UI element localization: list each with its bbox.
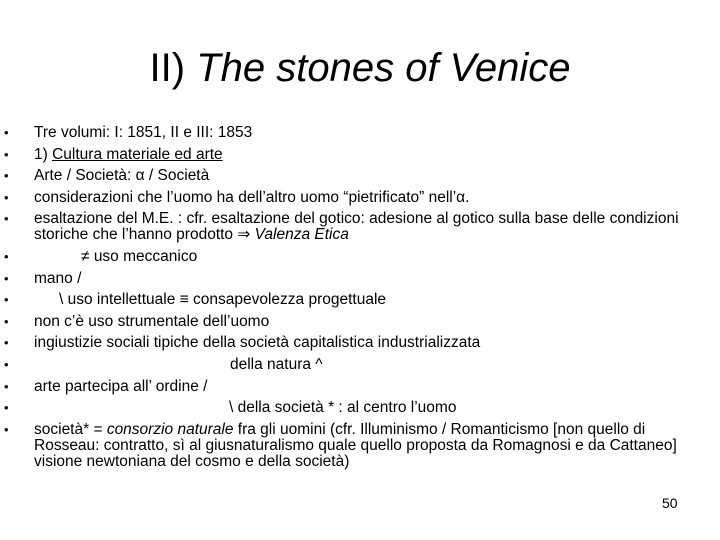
bullet-item: • Arte / Società: α / Società: [4, 167, 210, 185]
slide-title: [0, 40, 720, 96]
bullet-dot-icon: •: [4, 313, 9, 329]
page-number: 50: [662, 495, 678, 511]
bullet-dot-icon: •: [4, 248, 9, 264]
bullet-item: • ingiustizie sociali tipiche della società capitalistica industrializzata: [4, 334, 481, 352]
bullet-dot-icon: •: [4, 125, 9, 140]
bullet-dot-icon: •: [4, 168, 9, 184]
bullet-item: • arte partecipa all’ ordine /: [4, 377, 208, 395]
bullet-dot-icon: •: [4, 292, 9, 308]
bullet-dot-icon: •: [4, 421, 9, 437]
bullet-dot-icon: •: [4, 400, 9, 416]
bullet-dot-icon: •: [4, 146, 9, 162]
bullet-item: • considerazioni che l’uomo ha dell’altro uomo “pietrificato” nell’α.: [4, 188, 470, 206]
bullet-dot-icon: •: [4, 356, 9, 372]
bullet-item: • ≠ uso meccanico: [4, 247, 198, 265]
bullet-item: • Tre volumi: I: 1851, II e III: 1853: [4, 124, 253, 141]
title-italic: The stones of Venice: [196, 46, 571, 90]
underlined-heading: Cultura materiale ed arte: [52, 145, 223, 163]
bullet-dot-icon: •: [4, 270, 9, 286]
bullet-item: • \ della società * : al centro l’uomo: [4, 399, 457, 417]
bullet-item: • \ uso intellettuale ≡ consapevolezza progettuale: [4, 291, 387, 309]
bullet-item: • 1) Cultura materiale ed arte: [4, 145, 223, 163]
bullet-item: • società* = consorzio naturale fra gli uomini (cfr. Illuminismo / Romanticismo [non quello di Rosseau: contratto, sì al giusnaturalismo quale quello proposta da Romagnosi e da Cattaneo] visione newtoniana del cosmo e della società): [4, 420, 677, 470]
bullet-item: • esaltazione del M.E. : cfr. esaltazione del gotico: adesione al gotico sulla base delle condizioni storiche che l’hanno prodotto ⇒ Valenza Etica: [4, 210, 679, 244]
title-prefix: II): [149, 46, 197, 90]
bullet-dot-icon: •: [4, 335, 9, 351]
bullet-item: • non c’è uso strumentale dell’uomo: [4, 312, 270, 330]
bullet-item: • della natura ^: [4, 355, 323, 373]
bullet-list: [0, 125, 720, 475]
bullet-item: • mano /: [4, 269, 82, 287]
bullet-dot-icon: •: [4, 211, 9, 227]
bullet-dot-icon: •: [4, 378, 9, 394]
bullet-dot-icon: •: [4, 189, 9, 205]
